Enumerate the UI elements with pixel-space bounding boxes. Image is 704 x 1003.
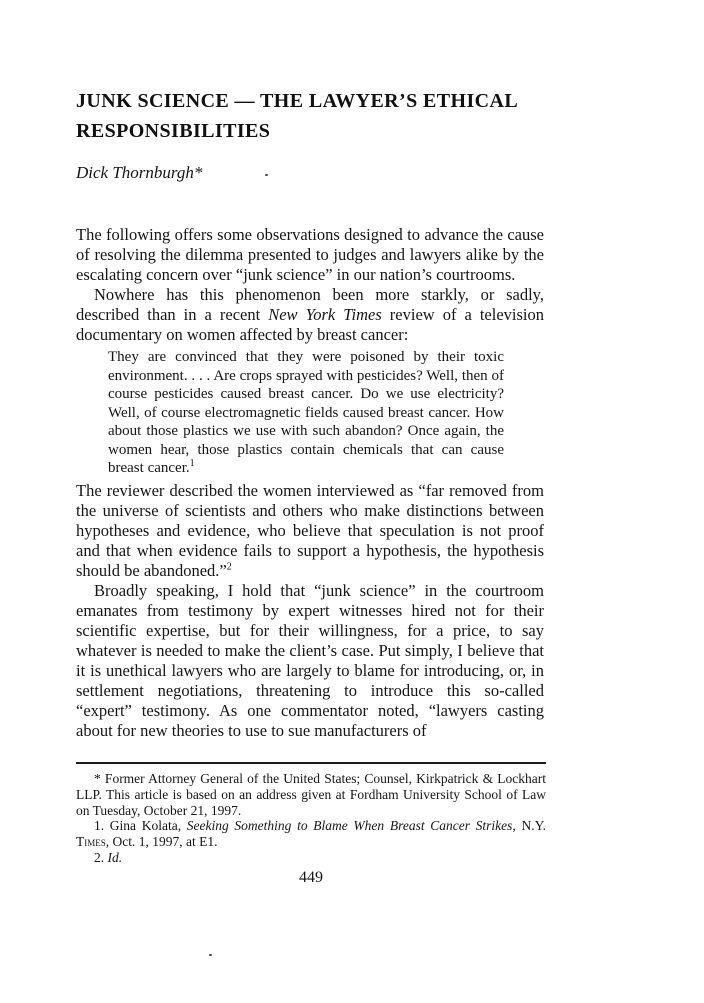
paragraph-3-text: The reviewer described the women interviewed as “far removed from the universe of scientists and others who make distinctions between hypotheses and evidence, who believe that speculation is not proof and that when evidence fails to support a hypothesis, the hypothesis should be abandoned.” (76, 480, 544, 580)
paragraph-3 (76, 481, 544, 581)
article-body (76, 225, 544, 741)
footnote-star-marker: * (94, 771, 101, 786)
footnote-2 (76, 850, 546, 866)
footnote-separator (76, 762, 546, 764)
article-title (76, 86, 544, 146)
footnote-1-mid: , (512, 818, 522, 834)
footnote-1-case-title: Seeking Something to Blame When Breast Cancer Strikes (186, 818, 513, 834)
footnote-1 (76, 818, 546, 850)
scan-artifact-dot (265, 174, 268, 176)
paragraph-2 (76, 285, 544, 345)
article-content (76, 86, 544, 741)
footnote-2-marker: 2. (94, 849, 105, 865)
footnote-2-text: Id. (107, 849, 123, 865)
footnote-section (76, 762, 546, 866)
block-quote (108, 348, 504, 478)
paragraph-2-pre: Nowhere has this phenomenon been more starkly, or sadly, described than in a recent (76, 285, 544, 324)
block-quote-text: They are convinced that they were poisoned by their toxic environment. . . . Are crops sprayed with pesticides? Well, then of course pesticides caused breast cancer. Do we use electricity? Well, of course electromagnetic fields caused breast cancer. How about those plastics we use with such abandon? Once again, the women hear, those plastics contain chemicals that can cause breast cancer. (108, 349, 504, 476)
footnote-reference-2: 2 (226, 561, 232, 572)
footnote-star (76, 771, 546, 818)
publication-name: New York Times (268, 305, 382, 324)
footnote-1-pre: Gina Kolata, (104, 818, 187, 834)
footnote-reference-1: 1 (189, 458, 195, 469)
footnote-1-post: , Oct. 1, 1997, at E1. (105, 834, 218, 850)
paragraph-4: Broadly speaking, I hold that “junk science” in the courtroom emanates from testimony by expert witnesses hired not for their scientific expertise, but for their willingness, for a price, to say whatever is needed to make the client’s case. Put simply, I believe that it is unethical lawyers who are largely to blame for introducing, or, in settlement negotiations, threatening to introduce this so-called “expert” testimony. As one commentator noted, “lawyers casting about for new theories to use to sue manufacturers of (76, 580, 544, 740)
article-title-line1: JUNK SCIENCE — THE LAWYER’S ETHICAL (76, 90, 519, 112)
page-number: 449 (299, 869, 323, 886)
footnote-1-marker: 1. (94, 818, 105, 834)
footnote-star-text: Former Attorney General of the United States; Counsel, Kirkpatrick & Lockhart LLP. This article is based on an address given at Fordham University School of Law on Tuesday, October 21, 1997. (76, 771, 546, 818)
paragraph-2-post: review of a television documentary on women affected by breast cancer: (76, 305, 544, 344)
paragraph-1: The following offers some observations designed to advance the cause of resolving the dilemma presented to judges and lawyers alike by the escalating concern over “junk science” in our nation’s courtrooms. (76, 225, 544, 284)
footnote-1-journal: N.Y. Times (76, 818, 547, 850)
article-title-line2: RESPONSIBILITIES (76, 120, 271, 142)
author-byline: Dick Thornburgh* (76, 163, 203, 182)
scan-artifact-dot (209, 954, 212, 956)
